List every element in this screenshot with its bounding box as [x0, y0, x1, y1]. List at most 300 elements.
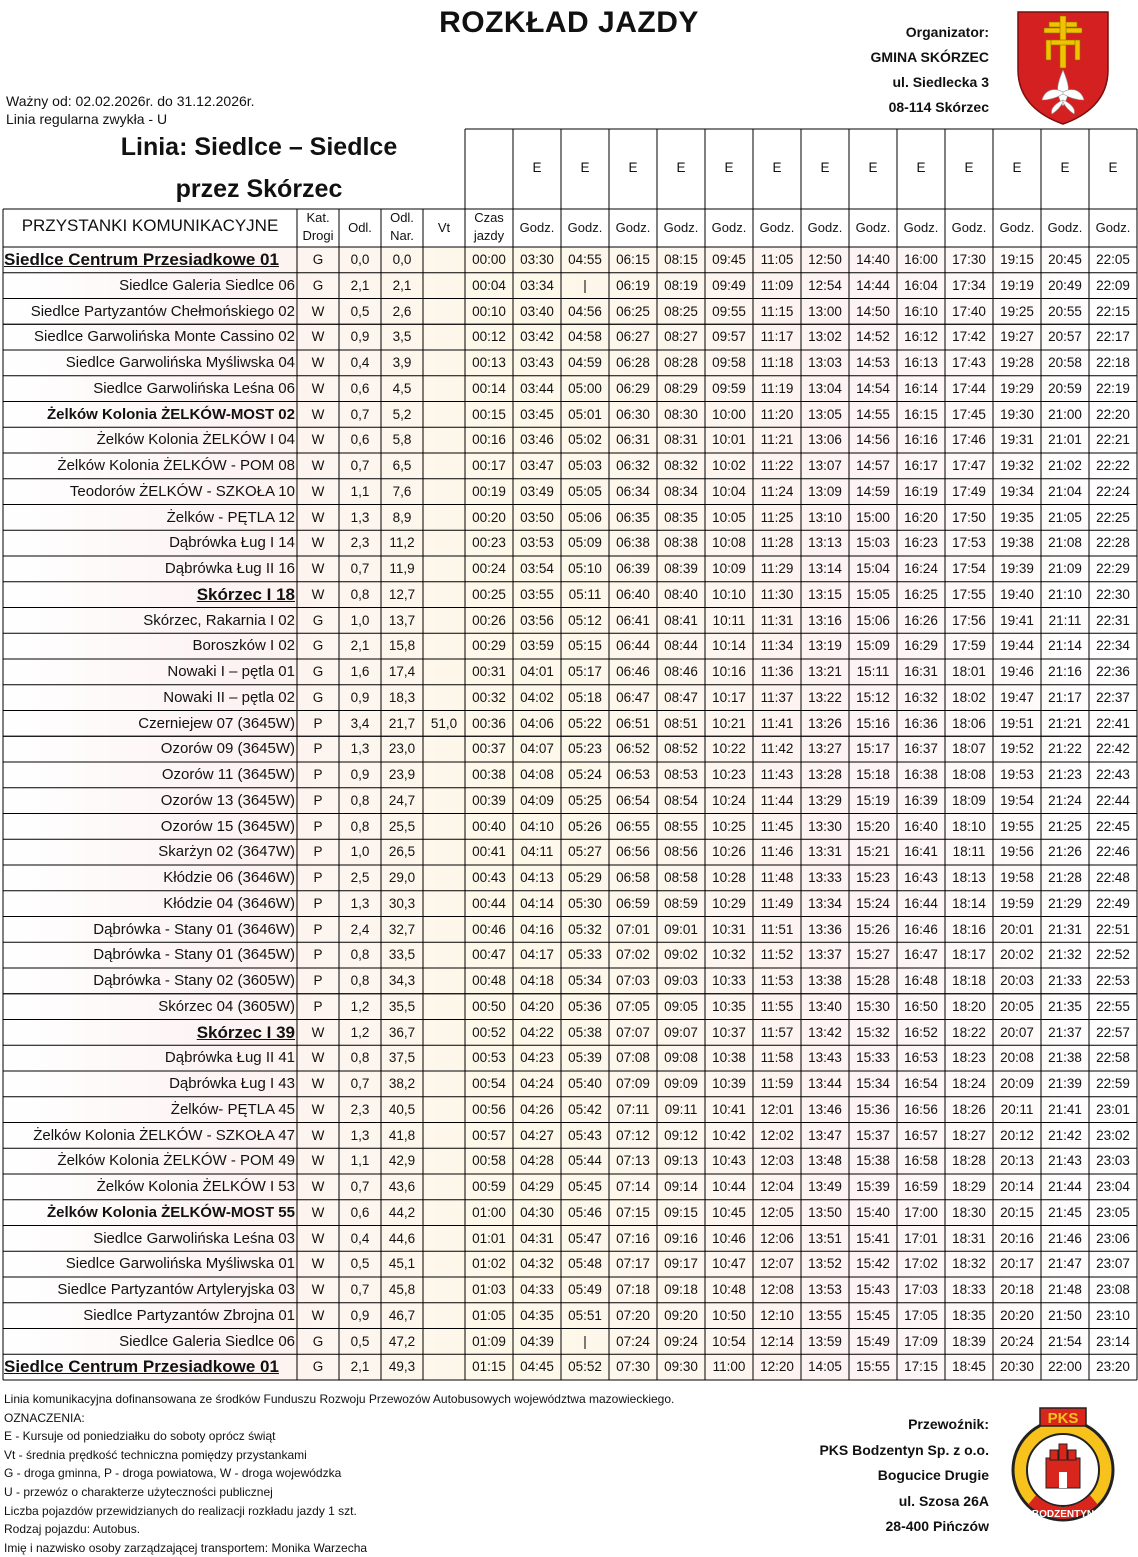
departure-time: 17:40: [952, 303, 986, 319]
departure-time: 18:06: [952, 715, 986, 731]
departure-time: 04:09: [520, 792, 554, 808]
departure-time: 22:34: [1096, 638, 1130, 654]
distance: 0,5: [350, 1256, 370, 1272]
departure-time: 19:46: [1000, 664, 1034, 679]
departure-time: 05:46: [568, 1204, 602, 1220]
stop-name: Skórzec I 18: [196, 584, 295, 604]
distance: 0,6: [350, 380, 370, 396]
departure-time: 16:31: [904, 664, 938, 679]
departure-time: 13:48: [808, 1153, 842, 1169]
travel-time: 00:31: [472, 664, 506, 679]
departure-time: 09:16: [664, 1230, 698, 1246]
departure-time: 05:40: [568, 1076, 602, 1091]
departure-time: 20:59: [1048, 380, 1082, 396]
departure-time: 19:51: [1000, 715, 1034, 731]
departure-time: 22:25: [1096, 509, 1130, 525]
departure-time: 17:56: [952, 612, 986, 628]
distance: 1,3: [350, 895, 370, 911]
technical-speed: [423, 505, 465, 530]
departure-time: 18:20: [952, 998, 986, 1014]
course-mark: E: [676, 160, 686, 175]
departure-time: 06:58: [616, 870, 650, 885]
stop-name: Żelków Kolonia ŻELKÓW I 04: [96, 431, 295, 449]
departure-time: 20:09: [1000, 1076, 1034, 1091]
travel-time: 00:48: [472, 973, 506, 988]
departure-time: 22:36: [1096, 664, 1130, 679]
departure-time: 16:37: [904, 741, 938, 757]
cumulative-distance: 3,5: [392, 329, 412, 345]
departure-time: 15:00: [856, 509, 890, 525]
carrier-label: Przewoźnik:: [908, 1416, 989, 1432]
departure-time: 21:26: [1048, 844, 1082, 860]
departure-time: 11:48: [760, 870, 794, 885]
departure-time: 07:24: [616, 1333, 650, 1349]
departure-time: 19:52: [1000, 741, 1034, 757]
departure-time: 12:03: [760, 1153, 794, 1169]
departure-time: 04:02: [520, 689, 554, 705]
departure-time: 10:01: [712, 432, 746, 448]
departure-time: 19:34: [1000, 483, 1034, 499]
departure-time: 18:30: [952, 1204, 986, 1220]
course-mark: E: [1012, 160, 1022, 175]
departure-time: 15:06: [856, 612, 890, 628]
departure-time: 13:21: [808, 664, 842, 679]
travel-time: 01:15: [472, 1359, 506, 1375]
departure-time: 21:17: [1048, 689, 1082, 705]
departure-time: 07:07: [616, 1024, 650, 1040]
departure-time: 06:56: [616, 844, 650, 860]
technical-speed: [423, 1045, 465, 1070]
road-category: P: [313, 741, 323, 757]
departure-time: 18:02: [952, 689, 986, 705]
departure-time: 13:31: [808, 844, 842, 860]
departure-time: 08:56: [664, 844, 698, 860]
departure-time: 08:39: [664, 561, 698, 576]
departure-time: 18:31: [952, 1230, 986, 1246]
cumulative-distance: 15,8: [388, 638, 416, 654]
departure-time: 05:29: [568, 870, 602, 885]
departure-time: 11:05: [760, 252, 794, 267]
departure-time: 16:54: [904, 1076, 938, 1091]
departure-time: 03:55: [520, 586, 554, 602]
departure-time: 06:29: [616, 380, 650, 396]
departure-time: 08:55: [664, 818, 698, 834]
departure-time: 04:08: [520, 767, 554, 782]
departure-time: 08:38: [664, 535, 698, 551]
departure-time: 06:41: [616, 612, 650, 628]
distance: 0,9: [350, 1307, 370, 1323]
departure-time: 15:30: [856, 998, 890, 1014]
road-category: W: [311, 303, 325, 319]
departure-time: 05:43: [568, 1127, 602, 1143]
departure-time: 15:17: [856, 741, 890, 757]
departure-time: 21:45: [1048, 1204, 1082, 1220]
note-funding: Linia komunikacyjna dofinansowana ze środków Funduszu Rozwoju Przewozów Autobusowych województwa mazowieckiego.: [4, 1392, 675, 1406]
departure-time: 16:24: [904, 561, 938, 576]
carrier-town: Bogucice Drugie: [877, 1467, 989, 1483]
road-category: W: [311, 458, 325, 473]
departure-time: 17:44: [952, 380, 986, 396]
distance: 0,9: [350, 329, 370, 345]
technical-speed: [423, 1097, 465, 1122]
departure-time: 20:08: [1000, 1050, 1034, 1066]
departure-time: 22:30: [1096, 586, 1130, 602]
departure-time: 18:35: [952, 1307, 986, 1323]
departure-time: 18:33: [952, 1282, 986, 1297]
departure-time: 11:51: [760, 921, 794, 937]
departure-time: 04:06: [520, 715, 554, 731]
departure-time: 22:24: [1096, 483, 1130, 499]
course-mark: E: [532, 160, 542, 175]
departure-time: 22:09: [1096, 277, 1130, 293]
departure-time: 16:29: [904, 638, 938, 654]
departure-time: 10:26: [712, 844, 746, 860]
departure-time: 18:32: [952, 1256, 986, 1272]
departure-time: 07:01: [616, 921, 650, 937]
departure-time: 09:30: [664, 1359, 698, 1375]
departure-time: 20:57: [1048, 329, 1082, 345]
cumulative-distance: 23,0: [388, 741, 416, 757]
departure-time: 19:44: [1000, 638, 1034, 654]
departure-time: 07:02: [616, 947, 650, 963]
organizer-city: 08-114 Skórzec: [888, 99, 989, 115]
departure-time: 04:20: [520, 998, 554, 1014]
departure-time: 22:55: [1096, 998, 1130, 1014]
technical-speed: [423, 659, 465, 684]
departure-time: 15:24: [856, 895, 890, 911]
departure-time: 19:41: [1000, 612, 1034, 628]
departure-time: 21:16: [1048, 664, 1082, 679]
departure-time: 16:57: [904, 1127, 938, 1143]
travel-time: 00:36: [472, 715, 506, 731]
cumulative-distance: 43,6: [388, 1179, 416, 1194]
technical-speed: [423, 839, 465, 864]
stop-name: Dąbrówka Ług II 41: [164, 1049, 295, 1067]
departure-time: 13:42: [808, 1024, 842, 1040]
departure-time: 05:33: [568, 947, 602, 963]
departure-time: 22:53: [1096, 973, 1130, 988]
departure-time: 22:59: [1096, 1076, 1130, 1091]
departure-time: 06:31: [616, 432, 650, 448]
travel-time: 00:17: [472, 458, 506, 473]
road-category: P: [313, 947, 323, 963]
departure-time: 06:59: [616, 895, 650, 911]
departure-time: 20:01: [1000, 921, 1034, 937]
departure-time: 07:08: [616, 1050, 650, 1066]
departure-time: 09:02: [664, 947, 698, 963]
distance: 0,8: [350, 1050, 370, 1066]
departure-time: 20:07: [1000, 1024, 1034, 1040]
departure-time: 22:31: [1096, 612, 1130, 628]
header-godz: Godz.: [807, 220, 843, 235]
departure-time: 12:54: [808, 277, 842, 293]
departure-time: 15:27: [856, 947, 890, 963]
departure-time: 23:05: [1096, 1204, 1130, 1220]
valid-dates: Ważny od: 02.02.2026r. do 31.12.2026r.: [6, 93, 255, 109]
road-category: W: [311, 1179, 325, 1194]
departure-time: 20:12: [1000, 1127, 1034, 1143]
departure-time: 16:53: [904, 1050, 938, 1066]
departure-time: 08:28: [664, 355, 698, 370]
departure-time: 16:23: [904, 535, 938, 551]
stop-name: Dąbrówka Ług II 16: [164, 560, 295, 577]
departure-time: 17:46: [952, 432, 986, 448]
departure-time: 13:22: [808, 689, 842, 705]
departure-time: 06:53: [616, 767, 650, 782]
carrier-city: 28-400 Pińczów: [885, 1518, 989, 1534]
distance: 1,6: [350, 664, 370, 679]
road-category: P: [313, 715, 323, 731]
departure-time: 22:37: [1096, 689, 1130, 705]
departure-time: 03:59: [520, 638, 554, 654]
carrier-name: PKS Bodzentyn Sp. z o.o.: [819, 1441, 989, 1458]
departure-time: 12:08: [760, 1282, 794, 1297]
travel-time: 00:20: [472, 509, 506, 525]
cumulative-distance: 44,2: [388, 1204, 416, 1220]
technical-speed: [423, 402, 465, 427]
departure-time: 21:10: [1048, 586, 1082, 602]
header-odl: Odl.: [348, 220, 372, 235]
departure-time: 04:55: [568, 252, 602, 267]
departure-time: 14:50: [856, 303, 890, 319]
departure-time: 17:45: [952, 406, 986, 422]
distance: 0,7: [350, 406, 370, 422]
technical-speed: [423, 299, 465, 324]
header-godz: Godz.: [663, 220, 699, 235]
cumulative-distance: 37,5: [388, 1050, 416, 1066]
departure-time: 22:44: [1096, 792, 1130, 808]
departure-time: 21:00: [1048, 406, 1082, 422]
departure-time: 07:17: [616, 1256, 650, 1272]
departure-time: 08:47: [664, 689, 698, 705]
distance: 0,7: [350, 561, 370, 576]
stop-name: Żelków Kolonia ŻELKÓW I 53: [96, 1178, 295, 1195]
travel-time: 00:25: [472, 586, 506, 602]
departure-time: 05:34: [568, 973, 602, 988]
departure-time: 22:28: [1096, 535, 1130, 551]
distance: 2,1: [350, 277, 370, 293]
departure-time: 21:08: [1048, 535, 1082, 551]
departure-time: 05:30: [568, 895, 602, 911]
departure-time: 22:22: [1096, 458, 1130, 473]
departure-time: 18:23: [952, 1050, 986, 1066]
departure-time: 10:45: [712, 1204, 746, 1220]
departure-time: 10:41: [712, 1101, 746, 1117]
departure-time: 13:00: [808, 303, 842, 319]
road-category: W: [311, 535, 325, 551]
departure-time: 08:51: [664, 715, 698, 731]
departure-time: 06:44: [616, 638, 650, 654]
travel-time: 00:00: [472, 252, 506, 267]
departure-time: 07:18: [616, 1282, 650, 1297]
technical-speed: [423, 1174, 465, 1199]
cumulative-distance: 11,9: [389, 561, 415, 576]
departure-time: 09:59: [712, 380, 746, 396]
departure-time: 22:42: [1096, 741, 1130, 757]
departure-time: 15:37: [856, 1127, 890, 1143]
departure-time: 10:48: [712, 1282, 746, 1297]
departure-time: 21:14: [1048, 638, 1082, 654]
departure-time: 11:09: [760, 277, 794, 293]
road-category: W: [311, 1153, 325, 1169]
road-category: P: [313, 921, 323, 937]
departure-time: 15:33: [856, 1050, 890, 1066]
departure-time: 04:24: [520, 1076, 554, 1091]
departure-time: 08:59: [664, 895, 698, 911]
road-category: W: [311, 406, 325, 422]
departure-time: 18:29: [952, 1179, 986, 1194]
departure-time: 22:17: [1096, 329, 1130, 345]
departure-time: 20:55: [1048, 303, 1082, 319]
departure-time: 16:38: [904, 767, 938, 782]
departure-time: |: [583, 1333, 587, 1349]
departure-time: 04:56: [568, 303, 602, 319]
departure-time: 11:20: [760, 406, 794, 422]
departure-time: 09:57: [712, 329, 746, 345]
stop-name: Ozorów 15 (3645W): [160, 817, 295, 835]
technical-speed: [423, 582, 465, 607]
road-category: P: [313, 818, 323, 834]
travel-time: 01:05: [472, 1307, 506, 1323]
departure-time: 05:42: [568, 1101, 602, 1117]
departure-time: 06:19: [616, 277, 650, 293]
departure-time: 11:22: [760, 458, 794, 473]
technical-speed: [423, 942, 465, 967]
departure-time: 13:43: [808, 1050, 842, 1066]
distance: 0,8: [350, 792, 370, 808]
departure-time: 20:02: [1000, 947, 1034, 963]
cumulative-distance: 25,5: [388, 818, 416, 834]
departure-time: 13:19: [808, 638, 842, 654]
departure-time: 21:39: [1048, 1076, 1082, 1091]
pks-logo-text: PKS: [1047, 1410, 1079, 1427]
stop-name: Boroszków I 02: [192, 637, 295, 655]
technical-speed: [423, 788, 465, 813]
note-manager: Imię i nazwisko osoby zarządzającej transportem: Monika Warzecha: [4, 1540, 368, 1555]
departure-time: 07:14: [616, 1179, 650, 1194]
departure-time: 17:49: [952, 483, 986, 499]
header-kat: Kat.: [306, 210, 330, 225]
departure-time: 20:58: [1048, 355, 1082, 370]
stop-name: Siedlce Garwolińska Myśliwska 04: [65, 354, 295, 371]
stop-name: Nowaki II – pętla 02: [163, 688, 295, 706]
road-category: W: [311, 561, 325, 576]
departure-time: 13:38: [808, 973, 842, 988]
stop-name: Kłódzie 04 (3646W): [163, 894, 295, 912]
departure-time: 19:31: [1000, 432, 1034, 448]
stop-name: Żelków Kolonia ŻELKÓW - POM 08: [57, 457, 295, 474]
header-godz: Godz.: [567, 220, 603, 235]
departure-time: 15:34: [856, 1076, 890, 1091]
header-godz: Godz.: [903, 220, 939, 235]
departure-time: 14:44: [856, 277, 890, 293]
distance: 0,9: [350, 689, 370, 705]
technical-speed: [423, 865, 465, 890]
departure-time: 16:04: [904, 277, 938, 293]
header-godz: Godz.: [999, 220, 1035, 235]
departure-time: 17:05: [904, 1307, 938, 1323]
stop-name: Siedlce Partyzantów Zbrojna 01: [83, 1306, 295, 1324]
departure-time: 05:10: [568, 561, 602, 576]
departure-time: 06:54: [616, 792, 650, 808]
departure-time: 13:26: [808, 715, 842, 731]
departure-time: 13:55: [808, 1307, 842, 1323]
departure-time: 03:42: [520, 329, 554, 345]
technical-speed: [423, 479, 465, 504]
departure-time: 08:27: [664, 329, 698, 345]
departure-time: 16:56: [904, 1101, 938, 1117]
cumulative-distance: 2,1: [392, 277, 412, 293]
distance: 0,5: [350, 303, 370, 319]
stop-name: Żelków Kolonia ŻELKÓW-MOST 02: [46, 405, 295, 423]
distance: 0,6: [350, 1204, 370, 1220]
departure-time: 21:09: [1048, 561, 1082, 576]
stop-name: Siedlce Garwolińska Myśliwska 01: [65, 1255, 295, 1273]
departure-time: 03:45: [520, 406, 554, 422]
departure-time: 22:15: [1096, 303, 1130, 319]
departure-time: 18:16: [952, 921, 986, 937]
departure-time: 03:40: [520, 303, 554, 319]
departure-time: 04:27: [520, 1127, 554, 1143]
distance: 0,4: [350, 1230, 370, 1246]
departure-time: 15:40: [856, 1204, 890, 1220]
departure-time: 15:41: [856, 1230, 890, 1246]
departure-time: 18:24: [952, 1076, 986, 1091]
departure-time: 10:25: [712, 818, 746, 834]
departure-time: 08:40: [664, 586, 698, 602]
departure-time: 08:31: [664, 432, 698, 448]
stop-name: Dąbrówka Ług I 43: [169, 1075, 295, 1092]
cumulative-distance: 35,5: [388, 998, 416, 1014]
departure-time: 06:27: [616, 329, 650, 345]
distance: 0,8: [350, 973, 370, 988]
departure-time: 10:46: [712, 1230, 746, 1246]
departure-time: 22:21: [1096, 432, 1130, 448]
departure-time: 04:32: [520, 1256, 554, 1272]
travel-time: 00:47: [472, 947, 506, 963]
departure-time: 13:53: [808, 1282, 842, 1297]
departure-time: 18:14: [952, 895, 986, 911]
departure-time: 05:03: [568, 458, 602, 473]
distance: 0,0: [350, 252, 370, 267]
departure-time: 16:32: [904, 689, 938, 705]
departure-time: 10:21: [712, 715, 746, 731]
departure-time: 23:14: [1096, 1333, 1130, 1349]
distance: 1,1: [350, 483, 370, 499]
travel-time: 00:32: [472, 689, 506, 705]
departure-time: 06:51: [616, 715, 650, 731]
cumulative-distance: 0,0: [392, 252, 412, 267]
departure-time: 10:31: [712, 921, 746, 937]
cumulative-distance: 26,5: [388, 844, 416, 860]
departure-time: 13:59: [808, 1333, 842, 1349]
departure-time: 08:32: [664, 458, 698, 473]
departure-time: 18:39: [952, 1333, 986, 1349]
departure-time: 04:35: [520, 1307, 554, 1323]
departure-time: 16:47: [904, 947, 938, 963]
departure-time: 16:36: [904, 715, 938, 731]
departure-time: 19:58: [1000, 870, 1034, 885]
departure-time: 10:24: [712, 792, 746, 808]
departure-time: 13:28: [808, 767, 842, 782]
course-mark: E: [964, 160, 974, 175]
departure-time: 13:40: [808, 998, 842, 1014]
departure-time: 04:30: [520, 1204, 554, 1220]
stop-name: Siedlce Partyzantów Artyleryjska 03: [57, 1281, 295, 1298]
departure-time: 07:12: [616, 1127, 650, 1143]
departure-time: 20:13: [1000, 1153, 1034, 1169]
departure-time: 03:43: [520, 355, 554, 370]
